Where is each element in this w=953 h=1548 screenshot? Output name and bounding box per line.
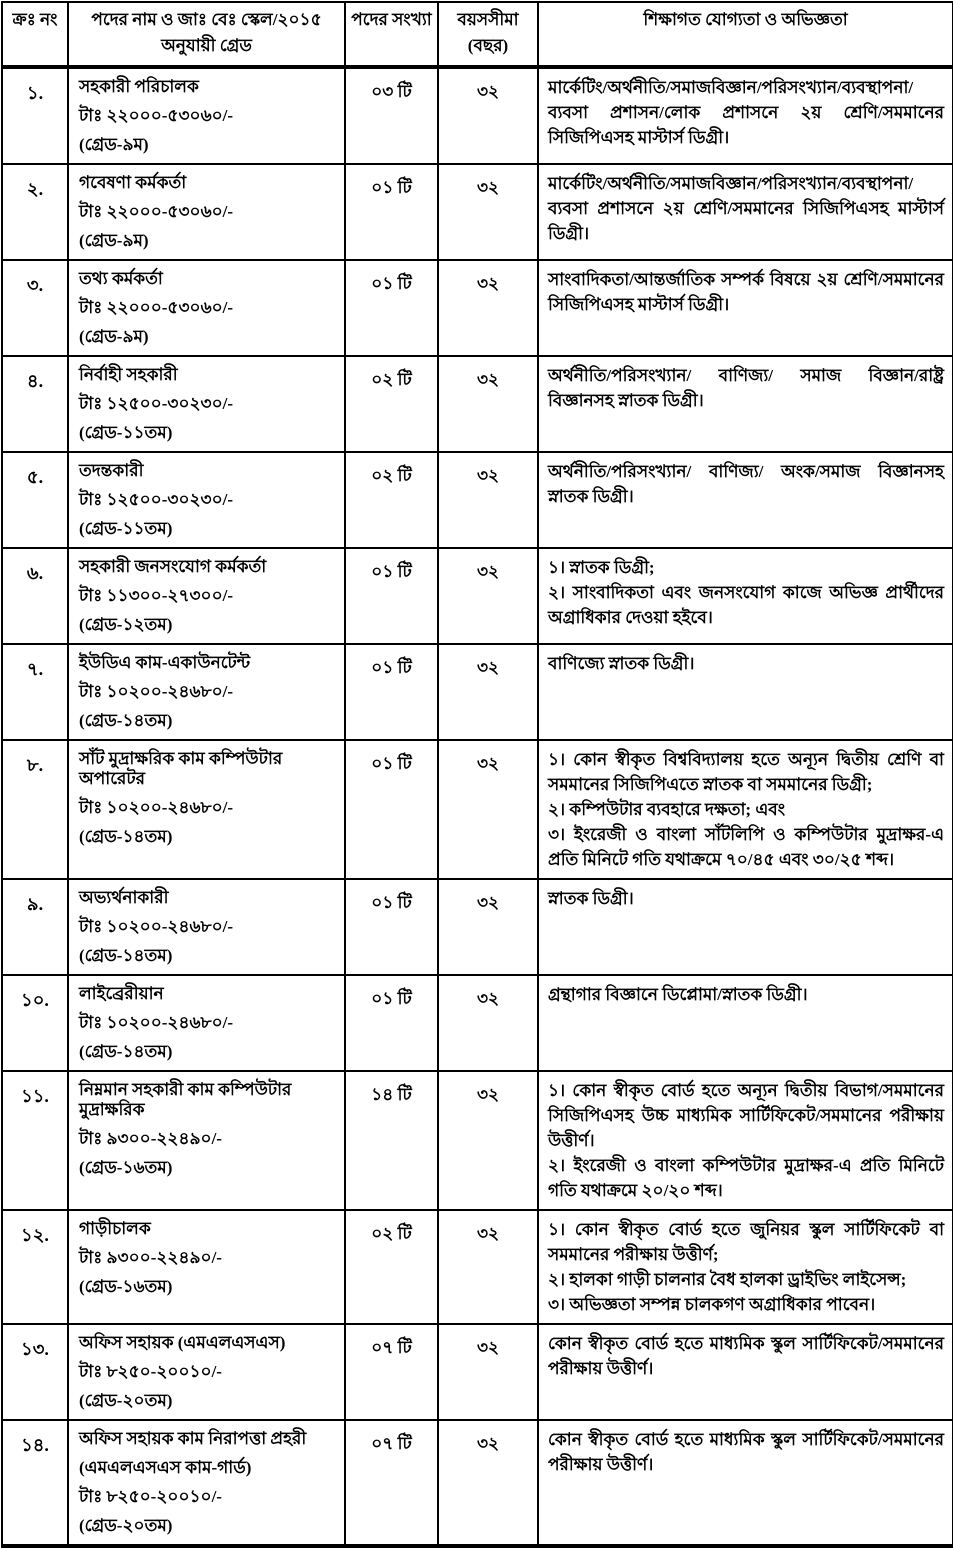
serial-cell: ৮. <box>2 740 68 879</box>
qualification-line: ২। হালকা গাড়ী চালনার বৈধ হালকা ড্রাইভিং লাইসেন্স; <box>548 1270 907 1289</box>
age-limit-cell: ৩২ <box>438 67 538 164</box>
post-count-cell: ০১ টি <box>345 879 438 975</box>
table-row <box>2 1071 953 1210</box>
post-count-cell: ০১ টি <box>345 548 438 644</box>
qualification-line: ১। কোন স্বীকৃত বিশ্ববিদ্যালয় হতে অন্যূন দ্বিতীয় শ্রেণি বা সমমানের সিজিপিএতে স্নাতক বা সমমানের ডিগ্রী; <box>548 750 944 794</box>
age-limit-cell: ৩২ <box>438 548 538 644</box>
qualification-line: মার্কেটিং/অর্থনীতি/সমাজবিজ্ঞান/পরিসংখ্যান/ব্যবস্থাপনা/ব্যবসা প্রশাসনে ২য় শ্রেণি/সমমানের সিজিপিএসহ মাস্টার্স ডিগ্রী। <box>548 174 944 243</box>
post-line: (গ্রেড-১৪তম) <box>79 827 173 846</box>
header-line: অনুযায়ী গ্রেড <box>161 36 252 55</box>
qualification-cell <box>538 1210 953 1324</box>
post-count-cell: ০১ টি <box>345 975 438 1071</box>
age-limit-cell: ৩২ <box>438 164 538 260</box>
post-count-cell: ০১ টি <box>345 164 438 260</box>
post-cell <box>68 260 345 356</box>
header-line: পদের সংখ্যা <box>351 10 432 29</box>
post-line: (গ্রেড-১৪তম) <box>79 1042 173 1061</box>
post-line: (এমএলএসএস কাম-গার্ড) <box>79 1458 252 1477</box>
post-line: টাঃ ২২০০০-৫৩০৬০/- <box>79 298 234 317</box>
serial-cell: ১০. <box>2 975 68 1071</box>
qualification-cell <box>538 1324 953 1420</box>
post-line: টাঃ ১২৫০০-৩০২৩০/- <box>79 394 234 413</box>
post-line: অভ্যর্থনাকারী <box>79 888 169 907</box>
table-row <box>2 1324 953 1420</box>
table-row <box>2 879 953 975</box>
serial-cell: ৩. <box>2 260 68 356</box>
post-count-cell: ০১ টি <box>345 644 438 740</box>
header-cell-0 <box>2 2 68 67</box>
serial-cell: ১২. <box>2 1210 68 1324</box>
qualification-line: ১। কোন স্বীকৃত বোর্ড হতে অন্যূন দ্বিতীয় বিভাগ/সমমানের সিজিপিএসহ উচ্চ মাধ্যমিক সার্টিফিকেট/সমমানের পরীক্ষায় উত্তীর্ণ। <box>548 1081 944 1150</box>
table-row <box>2 1420 953 1546</box>
header-line: (বছর) <box>467 36 509 55</box>
qualification-line: ৩। অভিজ্ঞতা সম্পন্ন চালকগণ অগ্রাধিকার পাবেন। <box>548 1295 876 1314</box>
post-line: টাঃ ২২০০০-৫৩০৬০/- <box>79 106 234 125</box>
age-limit-cell: ৩২ <box>438 879 538 975</box>
table-row <box>2 644 953 740</box>
age-limit-cell: ৩২ <box>438 644 538 740</box>
age-limit-cell: ৩২ <box>438 356 538 452</box>
qualification-line: অর্থনীতি/পরিসংখ্যান/ বাণিজ্য/ অংক/সমাজ বিজ্ঞানসহ স্নাতক ডিগ্রী। <box>548 462 944 506</box>
qualification-cell <box>538 452 953 548</box>
serial-cell: ৯. <box>2 879 68 975</box>
post-line: (গ্রেড-১৪তম) <box>79 711 173 730</box>
post-line: টাঃ ১০২০০-২৪৬৮০/- <box>79 798 234 817</box>
post-cell <box>68 975 345 1071</box>
age-limit-cell: ৩২ <box>438 740 538 879</box>
qualification-cell <box>538 644 953 740</box>
post-count-cell: ১৪ টি <box>345 1071 438 1210</box>
post-line: টাঃ ১০২০০-২৪৬৮০/- <box>79 682 234 701</box>
post-cell <box>68 452 345 548</box>
header-line: ক্রঃ নং <box>12 10 58 29</box>
serial-cell: ১৩. <box>2 1324 68 1420</box>
post-line: টাঃ ১০২০০-২৪৬৮০/- <box>79 1013 234 1032</box>
age-limit-cell: ৩২ <box>438 1324 538 1420</box>
qualification-line: গ্রন্থাগার বিজ্ঞানে ডিপ্লোমা/স্নাতক ডিগ্রী। <box>548 985 808 1004</box>
table-row <box>2 740 953 879</box>
serial-cell: ৫. <box>2 452 68 548</box>
vacancy-table <box>1 1 953 1548</box>
post-cell <box>68 644 345 740</box>
qualification-cell <box>538 1071 953 1210</box>
serial-cell: ১১. <box>2 1071 68 1210</box>
post-line: (গ্রেড-১৬তম) <box>79 1277 173 1296</box>
table-body <box>2 67 953 1546</box>
post-count-cell: ০২ টি <box>345 1210 438 1324</box>
age-limit-cell: ৩২ <box>438 452 538 548</box>
post-line: টাঃ ৮২৫০-২০০১০/- <box>79 1487 222 1506</box>
table-row <box>2 67 953 164</box>
post-count-cell: ০১ টি <box>345 740 438 879</box>
post-line: তথ্য কর্মকর্তা <box>79 269 163 288</box>
post-count-cell: ০২ টি <box>345 356 438 452</box>
table-row <box>2 452 953 548</box>
age-limit-cell: ৩২ <box>438 1420 538 1546</box>
serial-cell: ৭. <box>2 644 68 740</box>
post-line: গাড়ীচালক <box>79 1219 151 1238</box>
post-line: (গ্রেড-১৬তম) <box>79 1158 173 1177</box>
table-row <box>2 1210 953 1324</box>
qualification-line: সাংবাদিকতা/আন্তর্জাতিক সম্পর্ক বিষয়ে ২য় শ্রেণি/সমমানের সিজিপিএসহ মাস্টার্স ডিগ্রী। <box>548 270 944 314</box>
age-limit-cell: ৩২ <box>438 260 538 356</box>
post-line: (গ্রেড-৯ম) <box>79 135 149 154</box>
post-cell <box>68 548 345 644</box>
header-line: বয়সসীমা <box>457 10 519 29</box>
table-row <box>2 975 953 1071</box>
qualification-line: কোন স্বীকৃত বোর্ড হতে মাধ্যমিক স্কুল সার্টিফিকেট/সমমানের পরীক্ষায় উত্তীর্ণ। <box>548 1334 944 1378</box>
post-line: টাঃ ৯৩০০-২২৪৯০/- <box>79 1129 222 1148</box>
post-count-cell: ০২ টি <box>345 452 438 548</box>
post-line: অফিস সহায়ক (এমএলএসএস) <box>79 1333 286 1352</box>
age-limit-cell: ৩২ <box>438 1210 538 1324</box>
qualification-cell <box>538 879 953 975</box>
qualification-line: ২। সাংবাদিকতা এবং জনসংযোগ কাজে অভিজ্ঞ প্রার্থীদের অগ্রাধিকার দেওয়া হইবে। <box>548 583 944 627</box>
post-cell <box>68 1420 345 1546</box>
header-cell-3 <box>438 2 538 67</box>
qualification-line: মার্কেটিং/অর্থনীতি/সমাজবিজ্ঞান/পরিসংখ্যান/ব্যবস্থাপনা/ব্যবসা প্রশাসন/লোক প্রশাসনে ২য় শ্রেণি/সমমানের সিজিপিএসহ মাস্টার্স ডিগ্রী। <box>548 78 944 147</box>
qualification-line: ১। কোন স্বীকৃত বোর্ড হতে জুনিয়র স্কুল সার্টিফিকেট বা সমমানের পরীক্ষায় উত্তীর্ণ; <box>548 1220 944 1264</box>
qualification-line: ১। স্নাতক ডিগ্রী; <box>548 558 655 577</box>
post-line: (গ্রেড-৯ম) <box>79 231 149 250</box>
serial-cell: ৬. <box>2 548 68 644</box>
serial-cell: ১. <box>2 67 68 164</box>
table-row <box>2 164 953 260</box>
qualification-line: ৩। ইংরেজী ও বাংলা সাঁটলিপি ও কম্পিউটার মুদ্রাক্ষর-এ প্রতি মিনিটে গতি যথাক্রমে ৭০/৪৫ এবং ৩০/২৫ শব্দ। <box>548 825 944 869</box>
post-line: নির্বাহী সহকারী <box>79 365 178 384</box>
age-limit-cell: ৩২ <box>438 975 538 1071</box>
serial-cell: ৪. <box>2 356 68 452</box>
post-line: টাঃ ১২৫০০-৩০২৩০/- <box>79 490 234 509</box>
post-line: নিম্নমান সহকারী কাম কম্পিউটার মুদ্রাক্ষরিক <box>79 1080 292 1119</box>
post-cell <box>68 356 345 452</box>
header-line: পদের নাম ও জাঃ বেঃ স্কেল/২০১৫ <box>91 10 322 29</box>
post-cell <box>68 67 345 164</box>
qualification-cell <box>538 67 953 164</box>
post-cell <box>68 164 345 260</box>
post-line: (গ্রেড-১১তম) <box>79 423 173 442</box>
post-line: গবেষণা কর্মকর্তা <box>79 173 187 192</box>
serial-cell: ২. <box>2 164 68 260</box>
post-line: সহকারী পরিচালক <box>79 77 199 96</box>
post-line: সহকারী জনসংযোগ কর্মকর্তা <box>79 557 267 576</box>
post-line: ইউডিএ কাম-একাউনটেন্ট <box>79 653 251 672</box>
qualification-cell <box>538 164 953 260</box>
post-count-cell: ০৭ টি <box>345 1324 438 1420</box>
post-line: লাইব্রেরীয়ান <box>79 984 164 1003</box>
header-cell-1 <box>68 2 345 67</box>
qualification-line: অর্থনীতি/পরিসংখ্যান/ বাণিজ্য/ সমাজ বিজ্ঞান/রাষ্ট্র বিজ্ঞানসহ স্নাতক ডিগ্রী। <box>548 366 944 410</box>
table-row <box>2 548 953 644</box>
post-line: (গ্রেড-২০তম) <box>79 1516 173 1535</box>
qualification-line: কোন স্বীকৃত বোর্ড হতে মাধ্যমিক স্কুল সার্টিফিকেট/সমমানের পরীক্ষায় উত্তীর্ণ। <box>548 1430 944 1474</box>
post-line: টাঃ ২২০০০-৫৩০৬০/- <box>79 202 234 221</box>
post-count-cell: ০১ টি <box>345 260 438 356</box>
qualification-cell <box>538 548 953 644</box>
post-line: টাঃ ৯৩০০-২২৪৯০/- <box>79 1248 222 1267</box>
post-cell <box>68 879 345 975</box>
header-cell-4 <box>538 2 953 67</box>
header-cell-2 <box>345 2 438 67</box>
post-line: (গ্রেড-১১তম) <box>79 519 173 538</box>
qualification-line: ২। কম্পিউটার ব্যবহারে দক্ষতা; এবং <box>548 800 786 819</box>
header-row <box>2 2 953 67</box>
post-cell <box>68 740 345 879</box>
qualification-line: স্নাতক ডিগ্রী। <box>548 889 634 908</box>
qualification-line: বাণিজ্যে স্নাতক ডিগ্রী। <box>548 654 695 673</box>
post-line: টাঃ ৮২৫০-২০০১০/- <box>79 1362 222 1381</box>
post-cell <box>68 1324 345 1420</box>
post-cell <box>68 1071 345 1210</box>
post-line: সাঁট মুদ্রাক্ষরিক কাম কম্পিউটার অপারেটর <box>79 749 283 788</box>
qualification-cell <box>538 260 953 356</box>
header-line: শিক্ষাগত যোগ্যতা ও অভিজ্ঞতা <box>643 10 848 29</box>
qualification-line: ২। ইংরেজী ও বাংলা কম্পিউটার মুদ্রাক্ষর-এ প্রতি মিনিটে গতি যথাক্রমে ২০/২০ শব্দ। <box>548 1156 944 1200</box>
post-line: (গ্রেড-৯ম) <box>79 327 149 346</box>
serial-cell: ১৪. <box>2 1420 68 1546</box>
post-cell <box>68 1210 345 1324</box>
post-line: টাঃ ১০২০০-২৪৬৮০/- <box>79 917 234 936</box>
qualification-cell <box>538 975 953 1071</box>
post-count-cell: ০৭ টি <box>345 1420 438 1546</box>
post-line: (গ্রেড-২০তম) <box>79 1391 173 1410</box>
post-line: (গ্রেড-১৪তম) <box>79 946 173 965</box>
qualification-cell <box>538 1420 953 1546</box>
post-line: অফিস সহায়ক কাম নিরাপত্তা প্রহরী <box>79 1429 307 1448</box>
qualification-cell <box>538 356 953 452</box>
post-line: তদন্তকারী <box>79 461 144 480</box>
table-row <box>2 356 953 452</box>
qualification-cell <box>538 740 953 879</box>
post-line: টাঃ ১১৩০০-২৭৩০০/- <box>79 586 234 605</box>
table-row <box>2 260 953 356</box>
post-count-cell: ০৩ টি <box>345 67 438 164</box>
age-limit-cell: ৩২ <box>438 1071 538 1210</box>
post-line: (গ্রেড-১২তম) <box>79 615 173 634</box>
